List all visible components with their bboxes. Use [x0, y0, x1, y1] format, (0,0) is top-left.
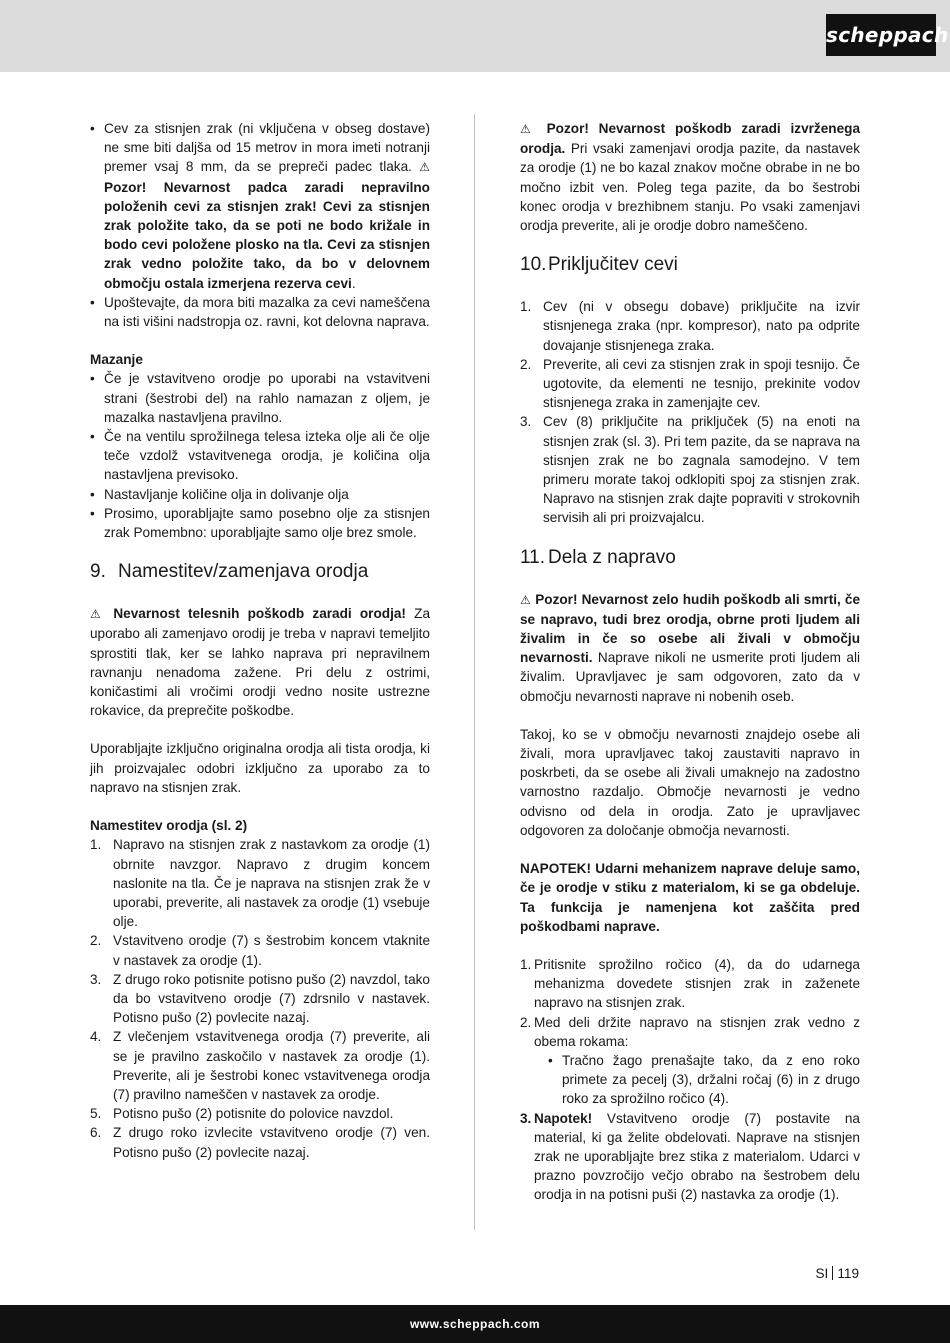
footer-url[interactable]: www.scheppach.com — [409, 1317, 541, 1331]
list-item: 2. Preverite, ali cevi za stisnjen zrak in spoji tesnijo. Če ugotovite, da elementi ne tesnijo, prekinite vodov stisnjenega zraka in zamenjajte cev. — [520, 356, 860, 411]
list-item: 3. Cev (8) priključite na priključek (5) na enoti na stisnjen zrak (sl. 3). Pri tem pazite, da se naprava na stisnjen zrak ne bo zagnala samodejno. V tem primeru morate takoj odklopiti spoj za stisnjen zrak. Napravo na stisnjen zrak dajte popraviti v strokovnih servisih ali pri proizvajalcu. — [520, 414, 860, 526]
list-item: 1. Cev (ni v obsegu dobave) priključite na izvir stisnjenega zraka (npr. kompresor), nato pa odprite dovajanje stisnjenega zraka. — [520, 299, 860, 353]
list-item: • Prosimo, uporabljajte samo posebno olje za stisnjen zrak Pomembno: uporabljajte samo olje brez smole. — [90, 504, 430, 542]
warning-icon: ⚠ — [520, 592, 532, 607]
list-item: 1. Napravo na stisnjen zrak z nastavkom za orodje (1) obrnite navzgor. Napravo z drugim koncem naslonite na tla. Če je naprava na stisnjen zrak že v uporabi, preverite, ali nastavek za orodje (1) vsebuje olje. — [90, 837, 430, 930]
warning-icon: ⚠ — [419, 160, 430, 175]
list-item: 2. Vstavitveno orodje (7) s šestrobim koncem vtaknite v nastavek za orodje (1). — [90, 933, 430, 968]
list-item: • Cev za stisnjen zrak (ni vključena v obseg dostave) ne sme biti daljša od 15 metrov in mora imeti notranji premer vsaj 8 mm, da se prepreči padec tlaka. ⚠ Pozor! Nevarnost padca zaradi nepravilno položenih cevi za stisnjen zrak! Cevi za stisnjen zrak položite tako, da se poti ne bodo križale in bodo cevi položene plosko na tla. Cevi za stisnjen zrak vedno položite tako, da bo v delovnem območju ostala izmerjena rezerva cevi. — [90, 119, 430, 293]
left-column — [90, 119, 430, 1162]
section-heading-11: 11. Dela z napravo — [520, 546, 676, 568]
brand-logo: scheppach — [826, 14, 936, 56]
sub-list — [548, 1051, 860, 1109]
hose-bullets — [90, 119, 430, 331]
footer-band — [0, 1305, 950, 1343]
operation-steps — [520, 955, 860, 1205]
section9-paragraph: Uporabljajte izključno originalna orodja ali tista orodja, ki jih proizvajalec odobri izključno za uporabo za to napravo na stisnjen zrak. — [90, 741, 430, 795]
list-item: • Nastavljanje količine olja in dolivanje olja — [90, 485, 430, 504]
section9-warning: ⚠ Nevarnost telesnih poškodb zaradi orodja! Za uporabo ali zamenjavo orodij je treba v napravi temeljito sprostiti tlak, ker se lahko naprava pri nepravilnem ravnanju nenadoma zažene. Pri delu z ostrimi, koničastimi ali vročimi orodji vedno nosite ustrezne rokavice, da preprečite poškodbe. — [90, 606, 431, 719]
section-heading-10: 10.Priključitev cevi — [520, 254, 678, 276]
list-item: 2. Med deli držite napravo na stisnjen zrak vedno z obema rokama: • Tračno žago prenašajte tako, da z eno roko primete za pecelj (3), držalni ročaj (6) in z drugo roko za sprožilno ročico (4). — [520, 1013, 860, 1109]
list-item: • Če na ventilu sprožilnega telesa izteka olje ali če olje teče vzdolž vstavitvenega orodja, je količina olja nastavljena previsoko. — [90, 427, 430, 485]
namestitev-steps — [90, 835, 430, 1161]
header-band — [0, 0, 950, 72]
section11-note: NAPOTEK! Udarni mehanizem naprave deluje samo, če je orodje v stiku z materialom, ki se ga obdeluje. Ta funkcija je namenjena kot zaščita pred poškodbami naprave. — [520, 861, 860, 934]
list-item: 6. Z drugo roko izvlecite vstavitveno orodje (7) ven. Potisno pušo (2) povlecite nazaj. — [90, 1125, 430, 1160]
list-item: 4. Z vlečenjem vstavitvenega orodja (7) preverite, ali se je pravilno zaskočilo v nastavek za orodje (1). Preverite, ali je šestrobi konec vstavitvenega orodja (7) pravilno nameščen v nastavek za orodje. — [90, 1029, 430, 1102]
list-item: 3. Napotek! Vstavitveno orodje (7) postavite na material, ki ga želite obdelovati. Naprave na stisnjen zrak ne uporabljajte brez stika z materialom. Udarci v prazno povzročijo večjo obrabo na šestrobem delu orodja in na potisni puši (2) nastavka za orodje (1). — [520, 1110, 860, 1203]
column-divider — [474, 114, 475, 1230]
section11-warning: ⚠ Pozor! Nevarnost zelo hudih poškodb ali smrti, če se napravo, tudi brez orodja, obrne proti ljudem ali živalim in če so osebe ali živali v območju nevarnosti. Naprave nikoli ne usmerite proti ljudem ali živalim. Upravljavec je sam odgovoren, zato da v območju nevarnosti naprave ni nobenih oseb. — [520, 591, 861, 704]
subheading-mazanje: Mazanje — [90, 352, 143, 368]
section11-paragraph: Takoj, ko se v območju nevarnosti znajdejo osebe ali živali, mora upravljavec takoj zaustaviti napravo in poskrbeti, da se osebe ali živali umaknejo na zadostno varnostno razdaljo. Območje nevarnosti je vedno odvisno od dela in orodja. Zato je upravljavec odgovoren za določanje območja nevarnosti. — [520, 726, 860, 838]
list-item: • Če je vstavitveno orodje po uporabi na vstavitveni strani (šestrobi del) na rahlo namazan z oljem, je mazalka nastavljena pravilno. — [90, 369, 430, 427]
ejection-warning: ⚠ Pozor! Nevarnost poškodb zaradi izvrženega orodja. Pri vsaki zamenjavi orodja pazite, da nastavek za orodje (1) ne bo kazal znakov močne obrabe in ne bo močno izbit ven. Poleg tega pazite, da bo šestrobi konec orodja v brezhibnem stanju. Po vsaki zamenjavi orodja preverite, ali je orodje dobro nameščeno. — [520, 121, 860, 234]
list-item: 5. Potisno pušo (2) potisnite do polovice navzdol. — [90, 1106, 394, 1122]
mazanje-list — [90, 369, 430, 542]
warning-icon: ⚠ — [520, 122, 537, 136]
list-item: 3. Z drugo roko potisnite potisno pušo (2) navzdol, tako da bo vstavitveno orodje (7) zdrsnilo v nastavek. Potisno pušo (2) povlecite nazaj. — [90, 971, 430, 1026]
section-heading-9: 9. Namestitev/zamenjava orodja — [90, 561, 369, 583]
hose-connect-steps — [520, 297, 860, 527]
list-item: 1. Pritisnite sprožilno ročico (4), da do udarnega mehanizma dovedete stisnjen zrak in zaženete napravo na stisnjen zrak. — [520, 956, 860, 1011]
list-item: • Upoštevajte, da mora biti mazalka za cevi nameščena na isti višini nadstropja oz. ravni, kot delovna naprava. — [90, 293, 430, 331]
warning-icon: ⚠ — [90, 607, 106, 622]
list-item: • Tračno žago prenašajte tako, da z eno roko primete za pecelj (3), držalni ročaj (6) in z drugo roko za sprožilno ročico (4). — [548, 1051, 860, 1109]
subheading-namestitev: Namestitev orodja (sl. 2) — [90, 818, 248, 834]
page-number: SI 119 — [815, 1266, 859, 1281]
right-column — [520, 119, 860, 1205]
